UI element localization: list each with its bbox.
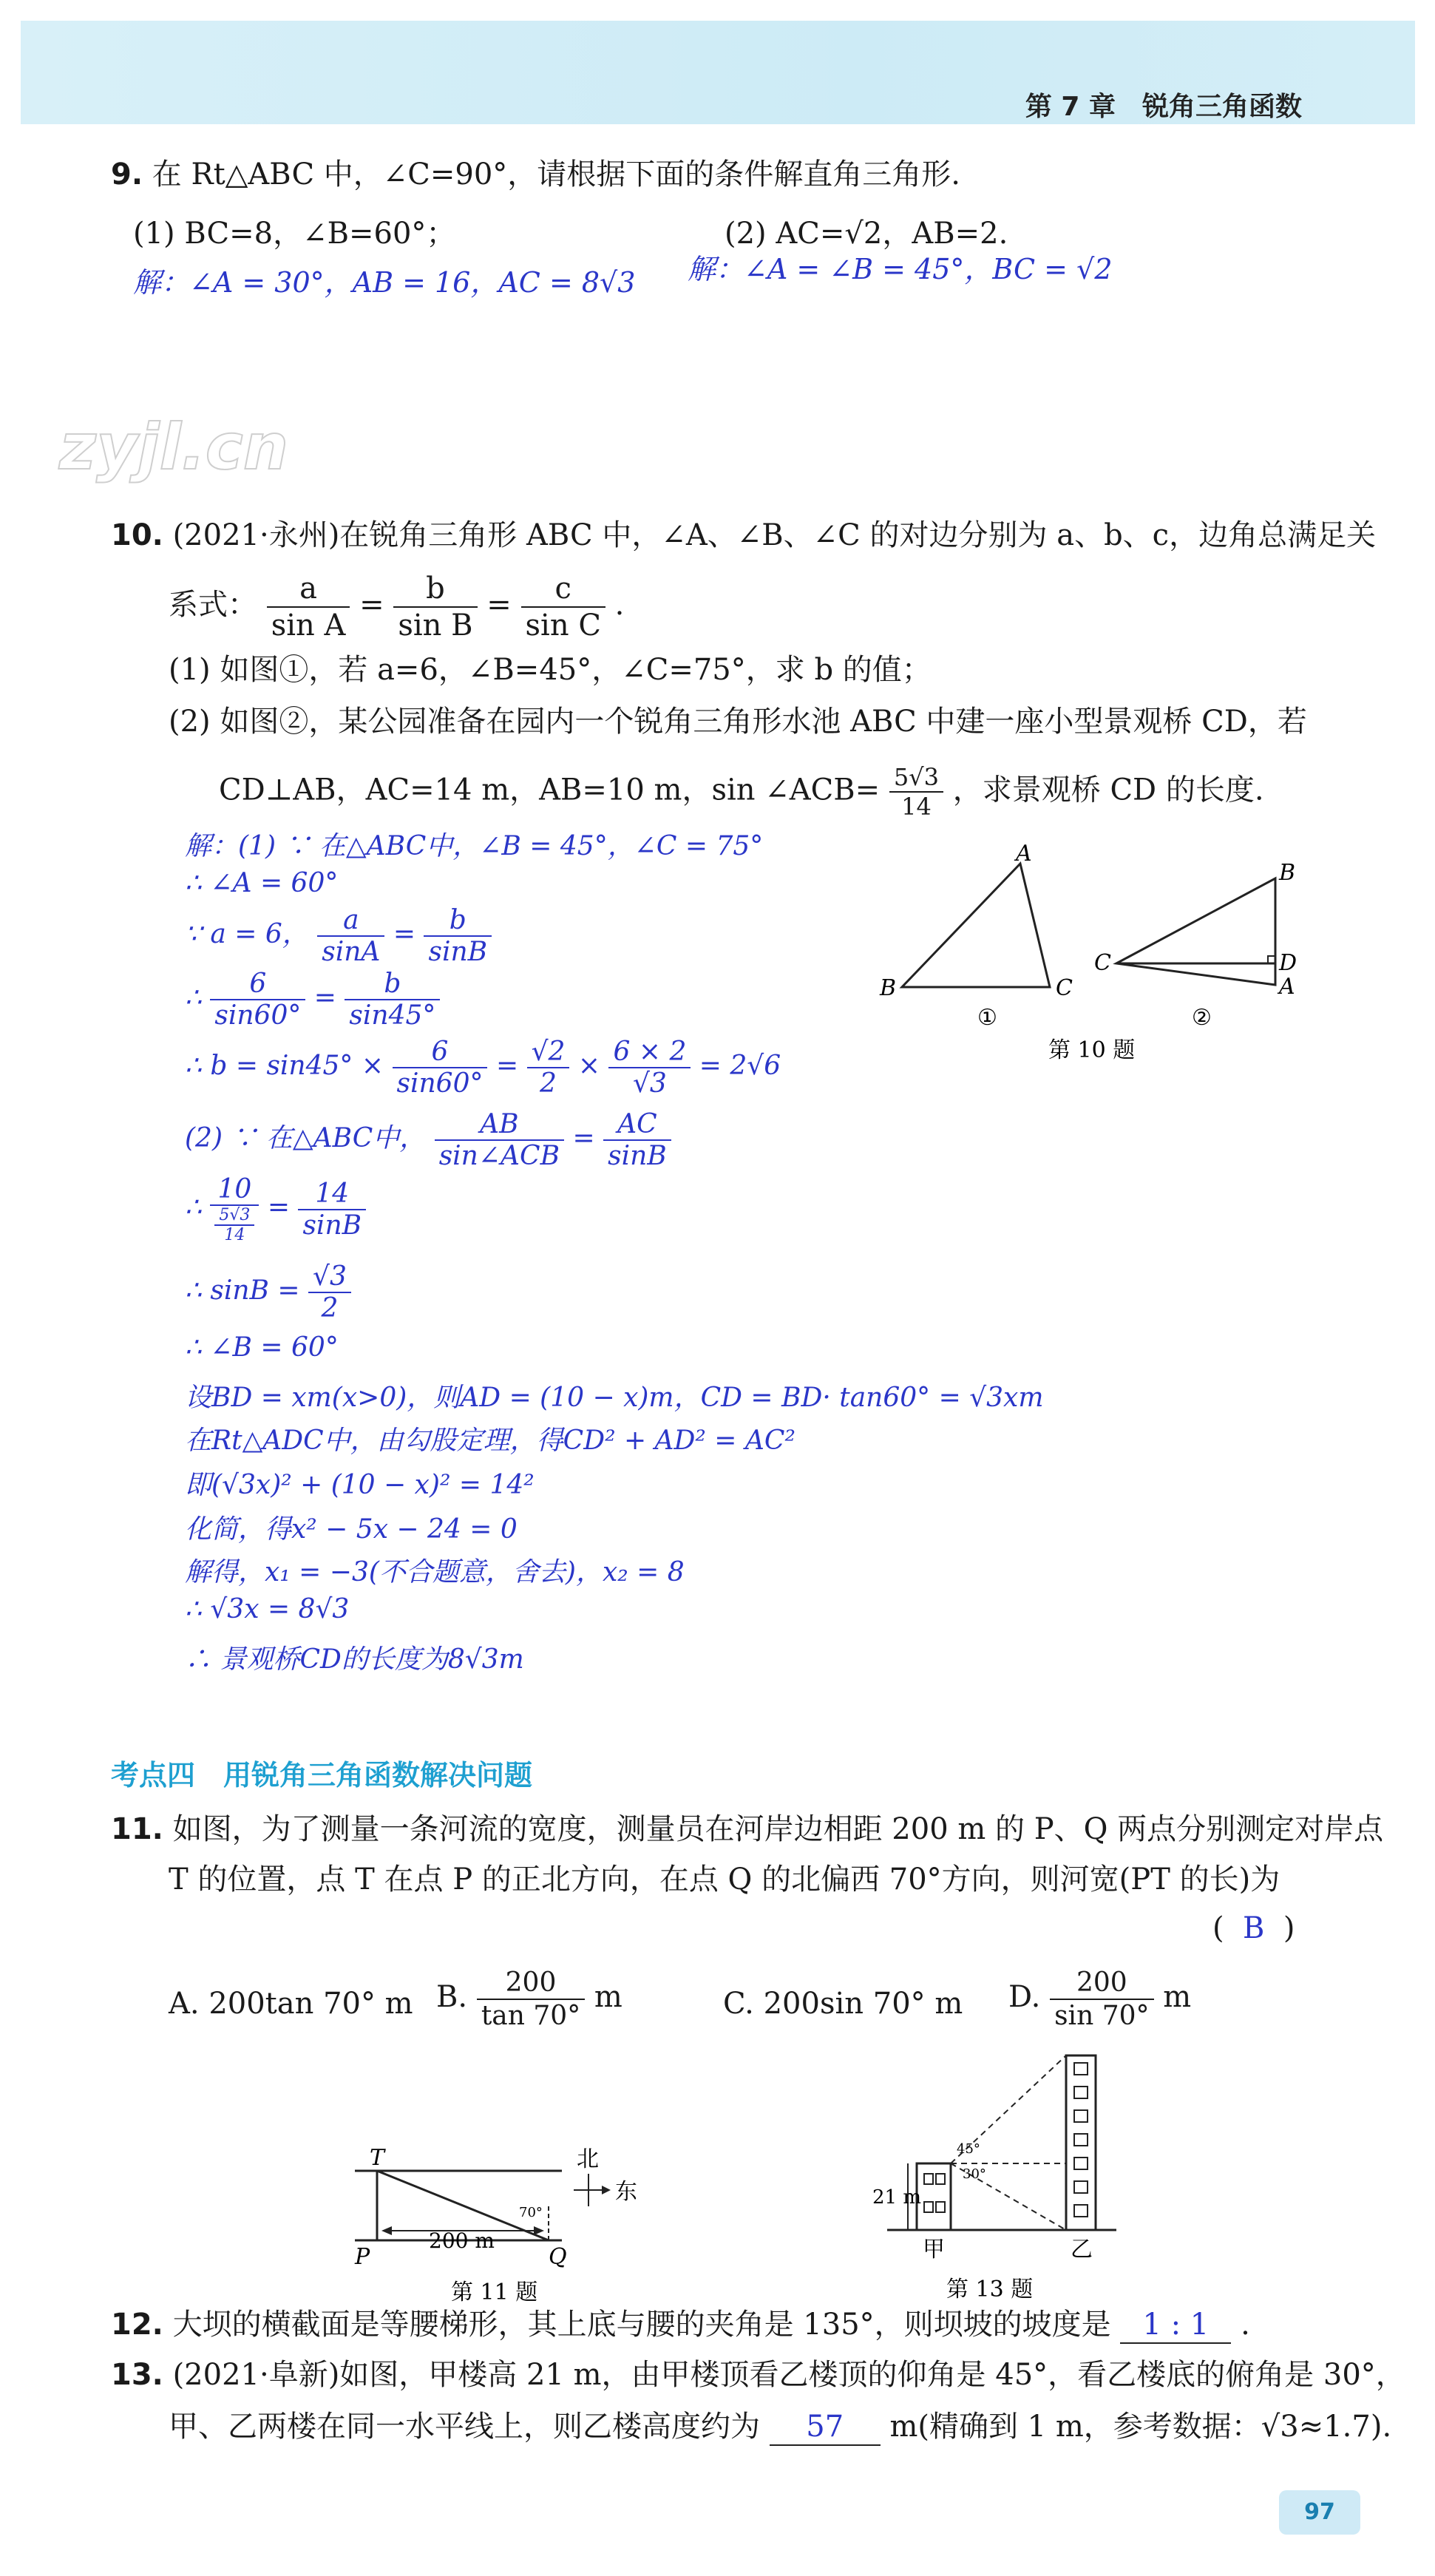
q11-option-d: D. $\frac{200}{\sin 70^\circ}$ m bbox=[1008, 1967, 1192, 2032]
q13-answer: 57 bbox=[770, 2409, 881, 2446]
q10-frac-b: $\frac{b}{\text{sin B}}$ bbox=[393, 571, 477, 643]
q9-number: 9. bbox=[111, 157, 143, 191]
q9-text: 在 Rt△ABC 中，∠C=90°，请根据下面的条件解直角三角形. bbox=[152, 157, 961, 191]
q10-sol-l9: ∴ ∠B = 60° bbox=[185, 1332, 339, 1363]
q10-fig2-B: B bbox=[1279, 860, 1296, 886]
q9-sub2: (2) AC=√2，AB=2. bbox=[725, 217, 1008, 251]
q11-figure bbox=[347, 2129, 680, 2307]
q10-frac-a: $\frac{a}{\text{sin A}}$ bbox=[267, 571, 350, 643]
q11-answer: B bbox=[1243, 1911, 1265, 1945]
q10-fig-caption: 第 10 题 bbox=[1048, 1037, 1136, 1063]
q10-sol-l12: 即(√3x)² + (10 − x)² = 14² bbox=[185, 1470, 535, 1500]
q11-fig-caption: 第 11 题 bbox=[451, 2280, 538, 2305]
q11-fig-north: 北 bbox=[577, 2146, 599, 2172]
q10-sol-l4: ∴ $\frac{6}{\sin 60^\circ}$ = $\frac{b}{\sin 45^\circ}$ bbox=[185, 969, 440, 1031]
q10-fig2-A: A bbox=[1279, 974, 1295, 1000]
q10-sub1: (1) 如图①，若 a=6，∠B=45°，∠C=75°，求 b 的值； bbox=[169, 653, 932, 687]
q10-sol-l6: (2) ∵ 在△ABC中， $\frac{AB}{\text{sin∠ACB}}$ = $\frac{AC}{\sin B}$ bbox=[185, 1109, 671, 1171]
q10-sol-l13: 化简，得x² − 5x − 24 = 0 bbox=[185, 1514, 518, 1545]
q11-option-a: A. 200tan 70° m bbox=[169, 1987, 413, 2021]
q10-sol-l2: ∴ ∠A = 60° bbox=[185, 868, 339, 898]
q10-sol-l10: 设BD = xm(x>0)，则AD = (10 − x)m，CD = BD· tan60° = √3xm bbox=[185, 1383, 1044, 1413]
q10-sol-l7: ∴ $\frac{10}{\frac{5√3}{14}}$ = $\frac{14}{\sin B}$ bbox=[185, 1174, 366, 1244]
q13-windows bbox=[924, 2063, 1088, 2217]
q11-line1 bbox=[111, 1811, 1383, 1847]
q10-number: 10. bbox=[111, 518, 163, 552]
q12-text: 大坝的横截面是等腰梯形，其上底与腰的夹角是 135°，则坝坡的坡度是 bbox=[172, 2308, 1111, 2342]
q11-fig-east: 东 bbox=[615, 2179, 637, 2205]
q13-number: 13. bbox=[111, 2358, 163, 2392]
q10-sol-l15: ∴ √3x = 8√3 bbox=[185, 1594, 350, 1624]
q10-sol-l1: 解：(1) ∵ 在△ABC中，∠B = 45°，∠C = 75° bbox=[185, 831, 764, 861]
q11-fig-dist: 200 m bbox=[429, 2228, 495, 2253]
q11-line2: T 的位置，点 T 在点 P 的正北方向，在点 Q 的北偏西 70°方向，则河宽(PT 的长)为 bbox=[169, 1862, 1280, 1897]
q10-text: (2021·永州)在锐角三角形 ABC 中，∠A、∠B、∠C 的对边分别为 a、b、c，边角总满足关 bbox=[172, 518, 1377, 552]
q10-sub2b-pre: CD⊥AB，AC=14 m，AB=10 m，sin ∠ACB= bbox=[219, 773, 881, 807]
q13-fig-yi: 乙 bbox=[1071, 2237, 1093, 2263]
q13-line2 bbox=[169, 2409, 1391, 2446]
q10-sol-l14: 解得，x₁ = −3(不合题意，舍去)，x₂ = 8 bbox=[185, 1557, 685, 1587]
q10-sol-l8: ∴ sinB = $\frac{√3}{2}$ bbox=[185, 1261, 351, 1323]
q11-text1: 如图，为了测量一条河流的宽度，测量员在河岸边相距 200 m 的 P、Q 两点分别测定对岸点 bbox=[172, 1812, 1384, 1846]
q12: 12. 大坝的横截面是等腰梯形，其上底与腰的夹角是 135°，则坝坡的坡度是 1 : 1 . bbox=[111, 2307, 1250, 2344]
page-number: 97 bbox=[1279, 2490, 1360, 2535]
q9 bbox=[111, 157, 960, 192]
q13-fig-angle1: 45° bbox=[957, 2141, 980, 2157]
q13-text2: 甲、乙两楼在同一水平线上，则乙楼高度约为 bbox=[169, 2410, 760, 2444]
q12-answer: 1 : 1 bbox=[1120, 2307, 1231, 2344]
q9-answer1: 解：∠A = 30°，AB = 16，AC = 8√3 bbox=[133, 266, 636, 299]
q10-sub2: (2) 如图②，某公园准备在园内一个锐角三角形水池 ABC 中建一座小型景观桥 CD，若 bbox=[169, 705, 1307, 739]
q10-frac-c: $\frac{c}{\text{sin C}}$ bbox=[521, 571, 605, 643]
q11-fig-P: P bbox=[355, 2244, 370, 2270]
q10-fig1-label: ① bbox=[977, 1005, 997, 1031]
q9-answer2: 解：∠A = ∠B = 45°，BC = √2 bbox=[688, 253, 1113, 285]
q13-figure bbox=[865, 2048, 1161, 2307]
q11-option-c: C. 200sin 70° m bbox=[723, 1987, 963, 2021]
q10-fig1-A: A bbox=[1016, 843, 1032, 867]
q10-line1 bbox=[111, 518, 1376, 553]
q13-line1 bbox=[111, 2357, 1405, 2393]
q13-text3: m(精确到 1 m，参考数据：√3≈1.7). bbox=[889, 2410, 1392, 2444]
q10-fig2 bbox=[1116, 878, 1275, 985]
q9-sub1: (1) BC=8，∠B=60°； bbox=[133, 217, 456, 251]
q13-text1: (2021·阜新)如图，甲楼高 21 m，由甲楼顶看乙楼顶的仰角是 45°，看乙楼底的俯角是 30°， bbox=[172, 2358, 1405, 2392]
q11-option-b: B. $\frac{200}{\tan 70^\circ}$ m bbox=[436, 1967, 622, 2032]
q10-sin-frac: $\frac{5√3}{14}$ bbox=[889, 763, 943, 821]
q10-sol-l16: ∴ 景观桥CD的长度为8√3m bbox=[185, 1644, 524, 1675]
q10-sol-l5: ∴ b = sin45° × $\frac{6}{\sin 60^\circ}$ = $\frac{√2}{2}$ × $\frac{6 \times 2}{√3}$ = 2√6 bbox=[185, 1037, 781, 1099]
q10-relation-prefix: 系式： bbox=[169, 588, 257, 622]
q13-fig-jia: 甲 bbox=[923, 2237, 945, 2263]
q10-fig1-B: B bbox=[880, 975, 897, 1001]
q11-answer-bracket: ( B ) bbox=[1212, 1911, 1295, 1945]
q11-fig-angle: 70° bbox=[519, 2205, 543, 2220]
q10-figures bbox=[872, 843, 1316, 1065]
q10-fig2-label: ② bbox=[1192, 1005, 1212, 1031]
chapter-title: 第 7 章 锐角三角函数 bbox=[1025, 92, 1302, 122]
q10-relation: 系式： $\frac{a}{\text{sin A}}$ = $\frac{b}{\text{sin B}}$ = $\frac{c}{\text{sin C}}$ . bbox=[169, 572, 625, 643]
q10-fig2-D: D bbox=[1279, 950, 1297, 976]
q11-fig-T: T bbox=[370, 2145, 385, 2171]
q13-fig-angle2: 30° bbox=[963, 2166, 986, 2182]
section-heading: 考点四 用锐角三角函数解决问题 bbox=[111, 1759, 533, 1792]
q13-fig-caption: 第 13 题 bbox=[946, 2277, 1034, 2302]
q10-fig1-C: C bbox=[1056, 975, 1073, 1001]
q11-number: 11. bbox=[111, 1812, 163, 1846]
q10-sol-l11: 在Rt△ADC中，由勾股定理，得CD² + AD² = AC² bbox=[185, 1426, 795, 1456]
q10-fig2-C: C bbox=[1094, 950, 1111, 976]
q10-sub2b-post: ，求景观桥 CD 的长度. bbox=[952, 773, 1264, 807]
q13-fig-height: 21 m bbox=[872, 2186, 922, 2209]
q12-number: 12. bbox=[111, 2308, 163, 2342]
q10-fig1 bbox=[902, 864, 1050, 987]
q11-fig-Q: Q bbox=[549, 2244, 567, 2270]
q10-sub2b bbox=[219, 763, 1264, 821]
watermark-logo: zyjl.cn bbox=[59, 410, 288, 484]
q10-sol-l3: ∵ a = 6， $\frac{a}{\sin A}$ = $\frac{b}{\sin B}$ bbox=[185, 905, 492, 967]
